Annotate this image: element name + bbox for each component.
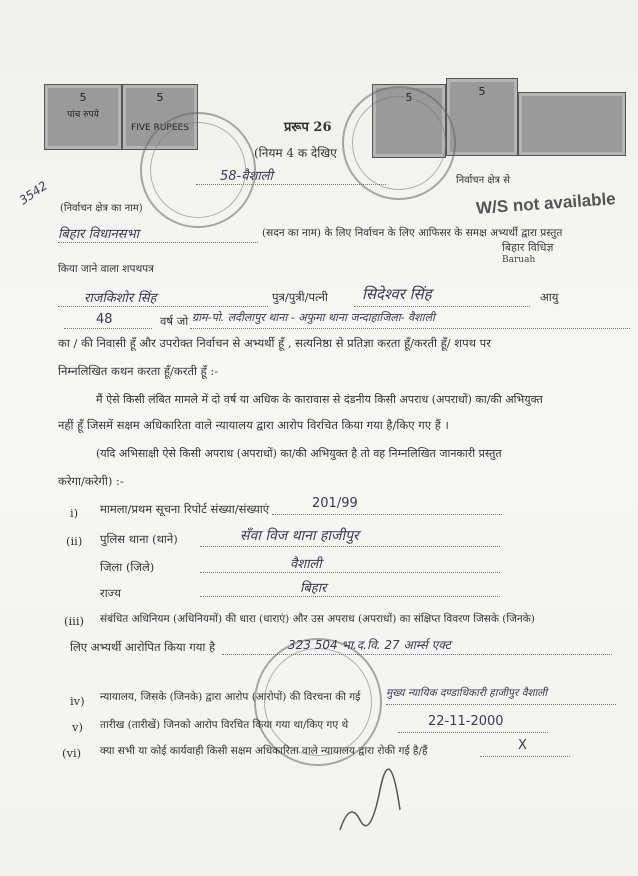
candidate-name: राजकिशोर सिंह (84, 291, 157, 306)
age-value: 48 (96, 312, 113, 327)
item-v-number: v) (72, 720, 83, 734)
state-value: बिहार (300, 581, 327, 596)
item-iii-label-2: लिए अभ्यर्थी आरोपित किया गया है (70, 640, 216, 654)
stamp-value: 5 (156, 91, 164, 104)
item-iii-number: (iii) (64, 614, 85, 628)
police-station: सँवा विज थाना हाजीपुर (240, 528, 359, 544)
address-value: ग्राम-पो. लदीलापुर थाना - अफुमा थाना जन्दाहाजिला- वैशाली (192, 311, 435, 324)
revenue-stamp-4 (446, 78, 518, 156)
relation-label: पुत्र/पुत्री/पत्नी (272, 290, 328, 304)
court-name: मुख्य न्यायिक दण्डाधिकारी हाजीपुर वैशाली (386, 687, 548, 699)
charge-date: 22-11-2000 (428, 714, 504, 729)
notary-seal-top-right (342, 86, 456, 200)
item-iii-label: संबंधित अधिनियम (अधिनियमों) की धारा (धाराएं) और उस अपराध (अपराधों) का संक्षिप्त विवरण जिसके (जिनके) (100, 613, 535, 625)
revenue-stamp-5 (518, 92, 626, 156)
stamp-value-word: पांच रुपये (67, 110, 99, 120)
stamp-note: FIVE RUPEES (131, 123, 189, 133)
district-label: जिला (जिले) (100, 560, 155, 574)
resident-label: वर्ष जो (160, 314, 189, 328)
item-iv-label: न्यायालय, जिसके (जिनके) द्वारा आरोप (आरोपों) की विरचना की गई (100, 691, 361, 703)
item-ii-label: पुलिस थाना (थाने) (100, 532, 178, 546)
paragraph-2: निम्नलिखित कथन करता हूँ/करती हूँ :- (58, 364, 219, 378)
rule-reference: (नियम 4 क देखिए (254, 146, 337, 160)
item-ii-number: (ii) (66, 534, 83, 548)
paragraph-3: मैं ऐसे किसी लंबित मामले में दो वर्ष या अधिक के कारावास से दंडनीय किसी अपराध (अपराधों) का/की अभियुक्त (96, 393, 543, 406)
intro-line-1: (सदन का नाम) के लिए निर्वाचन के लिए आफिसर के समक्ष अभ्यर्थी द्वारा प्रस्तुत (262, 227, 563, 239)
not-available-stamp: W/S not available (475, 189, 617, 218)
age-label: आयु (540, 290, 559, 304)
case-number: 3542 (16, 178, 50, 208)
paragraph-4: नहीं हूँ जिसमें सक्षम अधिकारिता वाले न्यायालय द्वारा आरोप विरचित किया गया है/किए गए हैं । (58, 418, 449, 432)
father-name: सिदेश्वर सिंह (362, 285, 432, 303)
house-name: बिहार विधानसभा (58, 227, 139, 242)
item-i-number: i) (70, 506, 79, 520)
item-vi-number: (vi) (62, 746, 82, 760)
act-sections: 323 504 भा.द.वि. 27 आर्म्स एक्ट (288, 638, 451, 652)
revenue-stamp-1 (44, 84, 122, 150)
paragraph-1: का / की निवासी हूँ और उपरोक्त निर्वाचन से अभ्यर्थी हूँ , सत्यनिष्ठा से प्रतिज्ञा करता हूँ/करती हूँ/ शपथ पर (58, 336, 491, 350)
advocate-stamp-line1: बिहार विधिज्ञ (502, 241, 554, 254)
advocate-stamp-line2: Baruah (502, 255, 536, 265)
item-iv-number: iv) (70, 694, 85, 708)
paragraph-5: (यदि अभिसाक्षी ऐसे किसी अपराध (अपराधों) का/की अभियुक्त है तो वह निम्नलिखित जानकारी प्रस्तुत (96, 447, 502, 460)
constituency-name: 58-वैशाली (220, 169, 273, 184)
stamp-value: 5 (79, 91, 87, 104)
fir-number: 201/99 (312, 496, 358, 511)
stay-value: X (518, 738, 527, 753)
item-i-label: मामला/प्रथम सूचना रिपोर्ट संख्या/संख्याएं (100, 502, 270, 516)
stamp-value: 5 (478, 85, 486, 98)
item-vi-label: क्या सभी या कोई कार्यवाही किसी सक्षम अधिकारिता वाले न्यायालय द्वारा रोकी गई है/हैं (100, 745, 428, 757)
advocate-stamp (502, 240, 562, 265)
constituency-label: निर्वाचन क्षेत्र से (456, 175, 510, 186)
district-value: वैशाली (290, 557, 322, 572)
intro-line-2: किया जाने वाला शपथपत्र (58, 263, 154, 275)
paragraph-6: करेगा/करेगी) :- (58, 474, 124, 488)
signature-mark (330, 760, 410, 840)
stamp-value: 5 (405, 91, 413, 104)
form-title: प्ररूप 26 (284, 120, 332, 135)
state-label: राज्य (100, 586, 121, 600)
item-v-label: तारीख (तारीखें) जिनको आरोप विरचित किया गया था/किए गए थे (100, 719, 349, 731)
house-label: (निर्वाचन क्षेत्र का नाम) (60, 203, 143, 214)
